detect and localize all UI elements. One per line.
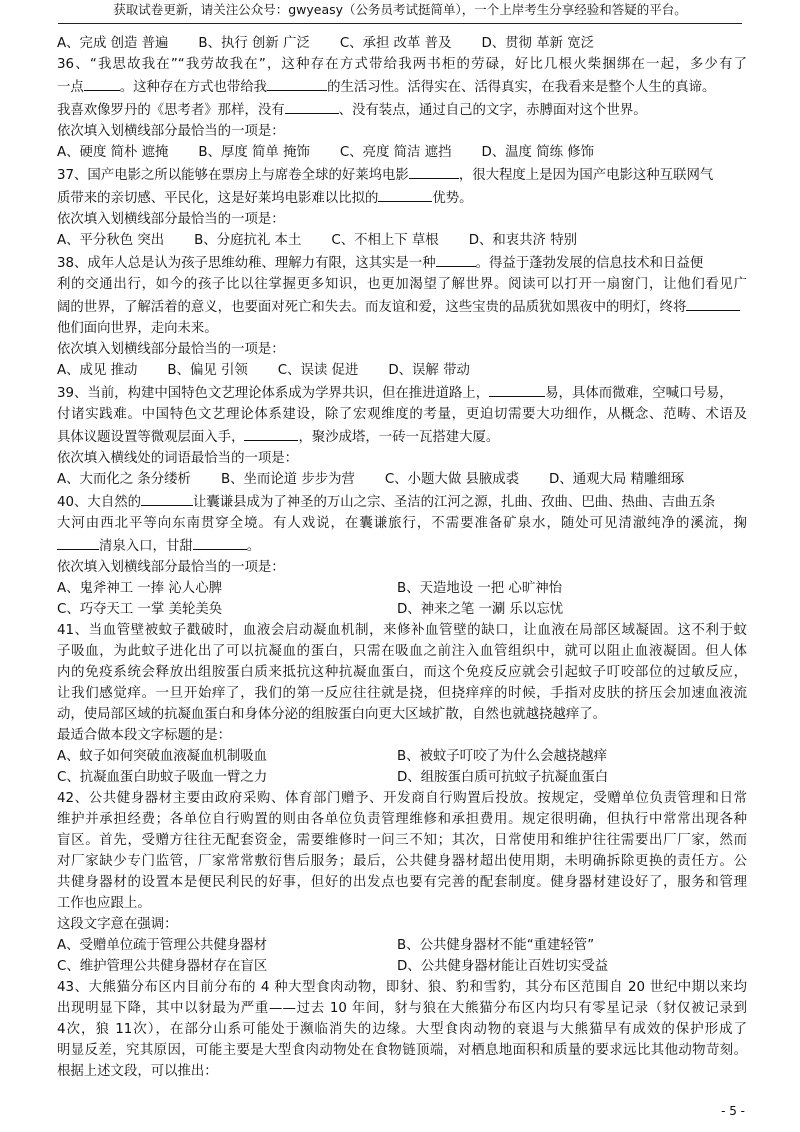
q42-options-row-1 (57, 935, 747, 956)
q41-line-4: 让我们感觉痒。一旦开始痒了，我们的第一反应往往就是挠，但挠痒痒的时候，手指对皮肤的挤压会加速血液流 (57, 686, 747, 701)
q41-options-row-1 (57, 746, 747, 767)
q37-line-1: 37、国产电影之所以能够在票房上与席卷全球的好莱坞电影 ，很大程度上是因为国产电影这种互联网气 (57, 163, 747, 186)
answer-blank (267, 75, 327, 91)
q36-line-3: 我喜欢像罗丹的《思考者》那样，没有 、没有装点，通过自己的文字，赤膊面对这个世界。 (57, 98, 747, 121)
answer-blank (378, 186, 432, 202)
q40-options-row-1 (57, 578, 747, 599)
q41-options-row-2 (57, 767, 747, 788)
option-d: D、和衷共济 特别 (468, 233, 577, 248)
option-b: B、执行 创新 广泛 (198, 36, 310, 51)
question-prompt: 这段文字意在强调： (57, 917, 178, 932)
document-body (57, 33, 747, 1082)
question-prompt: 依次填入划横线部分最恰当的一项是： (57, 342, 285, 357)
option-b: B、被蚊子叮咬了为什么会越挠越痒 (397, 749, 608, 764)
answer-blank (686, 295, 740, 311)
page-header: 获取试卷更新，请关注公众号：gwyeasy（公务员考试挺简单），一个上岸考生分享经验和答疑的平台。 (113, 2, 687, 17)
q42-line-3: 盲区。首先，受赠方往往无配套资金，需要维修时一问三不知；其次，日常使用和维护往往需要出厂厂家，然而 (57, 833, 747, 848)
q42-line-2: 维护并承担经费；各单位自行购置的则由各单位负责管理维修和承担费用。规定很明确，但执行中常常出现各种 (57, 812, 747, 827)
option-b: B、天造地设 一把 心旷神怡 (397, 581, 562, 596)
option-c: C、亮度 简洁 遮挡 (339, 145, 452, 160)
q36-line-1: 36、“我思故我在”“我劳故我在”，这种存在方式带给我两书柜的劳碌，好比几根火柴捆绑在一起，多少有了 (57, 57, 747, 72)
q43-line-3: 4次，狼 11次），在部分山系可能处于濒临消失的边缘。大型食肉动物的衰退与大熊猫早有成效的保护形成了 (57, 1022, 747, 1037)
option-c: C、小题大做 县腋成裘 (384, 472, 520, 487)
option-c: C、维护管理公共健身器材存在盲区 (57, 959, 268, 974)
q37-options (57, 230, 747, 251)
q36-options (57, 142, 747, 163)
q41-line-1: 41、当血管壁被蚊子戳破时，血液会启动凝血机制，来修补血管壁的缺口，让血液在局部区域凝固。这不利于蚊 (57, 623, 747, 638)
option-d: D、组胺蛋白质可抗蚊子抗凝血蛋白 (397, 770, 609, 785)
q38-line-1: 38、成年人总是认为孩子思维幼稚、理解力有限，这其实是一种 。得益于蓬勃发展的信息技术和日益便 (57, 251, 747, 274)
q40-line-3: 清泉入口，甘甜 。 (57, 534, 747, 557)
answer-blank (489, 381, 545, 397)
option-b: B、公共健身器材不能“重建轻管” (397, 938, 595, 953)
option-a: A、鬼斧神工 一捧 沁人心脾 (57, 581, 222, 596)
option-d: D、温度 简练 修饰 (481, 145, 595, 160)
option-a: A、蚊子如何突破血液凝血机制吸血 (57, 749, 268, 764)
answer-blank (57, 534, 99, 550)
q42-options-row-2 (57, 956, 747, 977)
q42-line-1: 42、公共健身器材主要由政府采购、体育部门赠予、开发商自行购置后投放。按规定，受赠单位负责管理和日常 (57, 791, 747, 806)
question-prompt: 根据上述文段，可以推出： (57, 1064, 218, 1079)
option-a: A、大而化之 条分缕析 (57, 472, 191, 487)
page-number: - 5 - (721, 1104, 745, 1118)
q41-line-5: 动，使局部区域的抗凝血蛋白和身体分泌的组胺蛋白向更大区域扩散，自然也就越挠越痒了。 (57, 707, 607, 722)
q39-line-3: 具体议题设置等微观层面入手， ，聚沙成塔，一砖一瓦搭建大厦。 (57, 425, 747, 448)
q39-line-1: 39、当前，构建中国特色文艺理论体系成为学界共识，但在推进道路上， 易，具体而微难，空喊口号易， (57, 381, 747, 404)
q38-line-4: 他们面向世界，走向未来。 (57, 321, 218, 336)
answer-blank (244, 425, 298, 441)
option-b: B、坐而论道 步步为营 (220, 472, 355, 487)
q42-line-5: 共健身器材的设置本是便民利民的好事，但好的出发点也要有完善的配套制度。健身器材建设好了，服务和管理 (57, 875, 747, 890)
header-divider (58, 23, 742, 24)
answer-blank (193, 534, 247, 550)
q39-line-2: 付诸实践难。中国特色文艺理论体系建设，除了宏观维度的考量，更迫切需要大功细作，从概念、范畴、术语及 (57, 407, 747, 422)
option-c: C、抗凝血蛋白助蚊子吸血一臂之力 (57, 770, 268, 785)
option-a: A、成见 推动 (57, 363, 138, 378)
option-a: A、受赠单位疏于管理公共健身器材 (57, 938, 268, 953)
q43-line-2: 出现明显下降，其中以豺最为严重——过去 10 年间，豺与狼在大熊猫分布区内均只有零星记录（豺仅被记录到 (57, 1001, 747, 1016)
option-b: B、分庭抗礼 本土 (194, 233, 302, 248)
option-c: C、误读 促进 (277, 363, 359, 378)
answer-blank (409, 163, 459, 179)
option-d: D、通观大局 精雕细琢 (549, 472, 685, 487)
q40-options-row-2 (57, 599, 747, 620)
q35-options (57, 33, 747, 54)
option-b: B、偏见 引领 (167, 363, 248, 378)
question-prompt: 依次填入横线处的词语最恰当的一项是： (57, 451, 299, 466)
q41-line-3: 内的免疫系统会释放出组胺蛋白质来抵抗这种抗凝血蛋白，而这个免疫反应就会引起蚊子叮咬部位的过敏反应， (57, 665, 747, 680)
q41-line-2: 子吸血，为此蚊子进化出了可以抗凝血的蛋白，只需在吸血之前注入血管组织中，就可以阻止血液凝固。但人体 (57, 644, 747, 659)
option-d: D、误解 带动 (388, 363, 470, 378)
q43-line-4: 明显反差，究其原因，可能主要是大型食肉动物处在食物链顶端，对栖息地面积和质量的要求远比其他动物苛刻。 (57, 1043, 747, 1058)
option-b: B、厚度 简单 掩饰 (198, 145, 310, 160)
q40-line-2: 大河由西北平等向东南贯穿全境。有人戏说，在囊谦旅行，不需要准备矿泉水，随处可见清澈纯净的溪流，掬 (57, 516, 747, 531)
q37-line-2: 质带来的亲切感、平民化，这是好莱坞电影难以比拟的 优势。 (57, 186, 747, 209)
q38-line-3: 阔的世界，了解活着的意义，也要面对死亡和失去。而友谊和爱，这些宝贵的品质犹如黑夜中的明灯，终将 (57, 295, 747, 318)
question-prompt: 依次填入划横线部分最恰当的一项是： (57, 124, 285, 139)
q38-line-2: 利的交通出行，如今的孩子比以往掌握更多知识，也更加渴望了解世界。阅读可以打开一扇窗门，让他们看见广 (57, 277, 747, 292)
question-prompt: 依次填入划横线部分最恰当的一项是： (57, 560, 285, 575)
answer-blank (285, 98, 339, 114)
option-a: A、硬度 简朴 遮掩 (57, 145, 169, 160)
q42-line-4: 对厂家缺少专门监管，厂家常常敷衍售后服务；最后，公共健身器材超出使用期，未明确拆除更换的责任方。公 (57, 854, 747, 869)
answer-blank (141, 490, 193, 506)
q40-line-1: 40、大自然的 让囊谦县成为了神圣的万山之宗、圣洁的江河之源，扎曲、孜曲、巴曲、热曲、吉曲五条 (57, 490, 747, 513)
question-prompt: 最适合做本段文字标题的是： (57, 728, 232, 743)
option-a: A、完成 创造 普遍 (57, 36, 169, 51)
q36-line-2: 一点 。这种存在方式也带给我 的生活习性。活得实在、活得真实，在我看来是整个人生的真谛。 (57, 75, 747, 98)
q42-line-6: 工作也应跟上。 (57, 896, 151, 911)
option-c: C、巧夺天工 一掌 美轮美奂 (57, 602, 223, 617)
q39-options (57, 469, 747, 490)
answer-blank (436, 251, 476, 267)
option-a: A、平分秋色 突出 (57, 233, 165, 248)
q43-line-1: 43、大熊猫分布区内目前分布的 4 种大型食肉动物，即豺、狼、豹和雪豹，其分布区范围自 20 世纪中期以来均 (57, 980, 747, 995)
option-c: C、承担 改革 普及 (339, 36, 452, 51)
option-d: D、公共健身器材能让百姓切实受益 (397, 959, 609, 974)
q38-options (57, 360, 747, 381)
option-d: D、神来之笔 一涮 乐以忘忧 (397, 602, 564, 617)
option-d: D、贯彻 革新 宽泛 (481, 36, 595, 51)
answer-blank (84, 75, 120, 91)
question-prompt: 依次填入划横线部分最恰当的一项是： (57, 212, 285, 227)
option-c: C、不相上下 草根 (331, 233, 439, 248)
